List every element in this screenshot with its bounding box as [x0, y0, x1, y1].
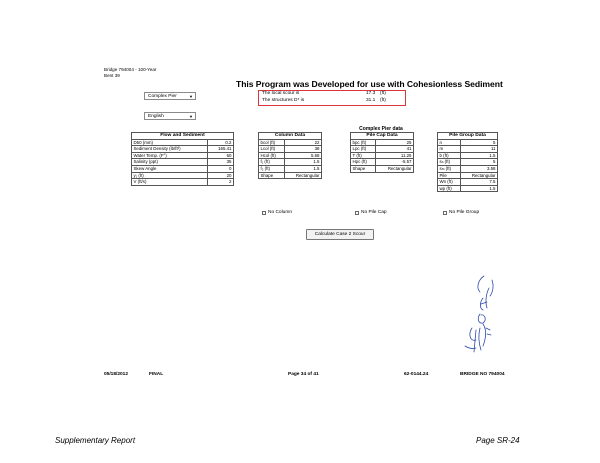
bent-line: Bent 39 [104, 73, 120, 78]
table-row [259, 159, 322, 166]
table-row [259, 146, 322, 153]
d-star-label: The structures D* is [262, 97, 305, 103]
f2-input[interactable]: 1.5 [284, 165, 321, 172]
table-row [438, 146, 498, 153]
cell-label: m [438, 146, 461, 153]
table-row [132, 146, 234, 153]
bcol-input[interactable]: 22 [284, 139, 321, 146]
m-input[interactable]: 11 [460, 146, 497, 153]
wp-input[interactable]: 1.5 [460, 185, 497, 192]
pier-type-value: Complex Pier [148, 94, 177, 99]
footer-status: FINAL [149, 372, 164, 377]
local-scour-value: 17.3 [366, 91, 376, 96]
table-row [438, 139, 498, 146]
cell-label: Hcol (ft) [259, 152, 285, 159]
y1-input[interactable]: 20 [208, 172, 234, 179]
units-value: English [148, 114, 164, 119]
table-row [132, 152, 234, 159]
cell-label: n [438, 139, 461, 146]
calculate-scour-button[interactable]: Calculate Case 2 Scour [306, 229, 374, 240]
cell-label: sₘ (ft) [438, 165, 461, 172]
no-pile-cap-label: No Pile Cap [361, 210, 387, 215]
pile-shape-select[interactable]: Rectangular [460, 172, 497, 179]
footer-page: Page 34 of 41 [288, 372, 319, 377]
b-input[interactable]: 1.5 [460, 152, 497, 159]
checkbox-box[interactable] [355, 211, 359, 215]
no-pile-cap-checkbox[interactable] [355, 210, 387, 215]
table-row [132, 159, 234, 166]
table-row [351, 165, 414, 172]
velocity-input[interactable]: 2 [208, 179, 234, 186]
table-row [438, 159, 498, 166]
no-column-label: No Column [268, 210, 292, 215]
water-temp-input[interactable]: 60 [208, 152, 234, 159]
no-pile-group-checkbox[interactable] [443, 210, 479, 215]
table-row [438, 179, 498, 186]
cell-label: Pile [438, 172, 461, 179]
checkbox-box[interactable] [443, 211, 447, 215]
n-input[interactable]: 5 [460, 139, 497, 146]
table-row [259, 139, 322, 146]
footer-bridge: BRIDGE NO 794004 [460, 372, 505, 377]
cell-label: b (ft) [438, 152, 461, 159]
table-row [259, 172, 322, 179]
d50-input[interactable]: 0.2 [208, 139, 234, 146]
bpc-input[interactable]: 25 [376, 139, 414, 146]
d-star-row [259, 98, 405, 105]
table-row [132, 172, 234, 179]
hcol-input[interactable]: 5.68 [284, 152, 321, 159]
no-pile-group-label: No Pile Group [449, 210, 480, 215]
cell-label: D50 (mm) [132, 139, 208, 146]
report-title: Supplementary Report [55, 436, 136, 445]
column-data-table [258, 132, 322, 179]
lcol-input[interactable]: 38 [284, 146, 321, 153]
table-row [351, 139, 414, 146]
d-star-unit: (ft) [380, 97, 386, 103]
column-shape-select[interactable]: Rectangular [284, 172, 321, 179]
cell-label: Shape [351, 165, 376, 172]
table-row [438, 165, 498, 172]
cell-label: Skew Angle [132, 165, 208, 172]
column-table-title: Column Data [259, 133, 322, 140]
table-row [259, 152, 322, 159]
scour-results-box [258, 90, 406, 106]
table-row [438, 185, 498, 192]
table-row [351, 152, 414, 159]
cell-label: Sediment Density (lb/ft³) [132, 146, 208, 153]
cell-label: y₁ (ft) [132, 172, 208, 179]
chevron-down-icon[interactable]: ▼ [189, 94, 193, 99]
complex-pier-caption: Complex Pier data [359, 126, 403, 132]
wn-input[interactable]: 7.5 [460, 179, 497, 186]
table-row [438, 152, 498, 159]
table-row [132, 165, 234, 172]
cell-label: T (ft) [351, 152, 376, 159]
pile-group-table [437, 132, 498, 192]
local-scour-unit: (ft) [380, 91, 386, 96]
sm-input[interactable]: 3.58 [460, 165, 497, 172]
skew-angle-input[interactable]: 0 [208, 165, 234, 172]
cell-label: sₙ (ft) [438, 159, 461, 166]
pile-cap-table [350, 132, 414, 173]
units-select[interactable] [144, 112, 196, 120]
pilecap-table-title: Pile Cap Data [351, 133, 414, 140]
chevron-down-icon[interactable]: ▼ [189, 114, 193, 119]
footer-number: 62-0144.24 [404, 372, 429, 377]
table-row [438, 172, 498, 179]
cell-label: f₁ (ft) [259, 159, 285, 166]
salinity-input[interactable]: 35 [208, 159, 234, 166]
cell-label: wp (ft) [438, 185, 461, 192]
pilegroup-table-title: Pile Group Data [438, 133, 498, 140]
cell-label: V (ft/s) [132, 179, 208, 186]
page-title: This Program was Developed for use with Cohesionless Sediment [236, 79, 503, 89]
cell-label: Hpc (ft) [351, 159, 376, 166]
cell-label: f₂ (ft) [259, 165, 285, 172]
cell-label: Salinity (ppt) [132, 159, 208, 166]
f1-input[interactable]: 1.5 [284, 159, 321, 166]
hpc-input[interactable]: -5.57 [376, 159, 414, 166]
cell-label: Wn (ft) [438, 179, 461, 186]
footer-date: 05/18/2012 [104, 372, 129, 377]
table-row [132, 139, 234, 146]
lpc-input[interactable]: 41 [376, 146, 414, 153]
sn-input[interactable]: 5 [460, 159, 497, 166]
local-scour-label: The local scour is [262, 91, 300, 96]
t-input[interactable]: 11.25 [376, 152, 414, 159]
table-row [351, 159, 414, 166]
handwritten-signature [450, 268, 512, 360]
pier-type-select[interactable] [144, 92, 196, 100]
cell-label: Water Temp. (F°) [132, 152, 208, 159]
checkbox-box[interactable] [262, 211, 266, 215]
bridge-line: Bridge 794004 - 100-Year [104, 67, 157, 72]
d-star-value: 31.1 [366, 97, 376, 103]
cell-label: Shape [259, 172, 285, 179]
cell-label: Lpc (ft) [351, 146, 376, 153]
no-column-checkbox[interactable] [262, 210, 292, 215]
table-row [351, 146, 414, 153]
table-row [132, 179, 234, 186]
report-page: Page SR-24 [476, 436, 520, 445]
pilecap-shape-select[interactable]: Rectangular [376, 165, 414, 172]
flow-sediment-table [131, 132, 234, 186]
cell-label: Lcol (ft) [259, 146, 285, 153]
table-row [259, 165, 322, 172]
flow-table-title: Flow and Sediment [132, 133, 234, 140]
cell-label: bpc (ft) [351, 139, 376, 146]
sediment-density-input[interactable]: 165.41 [208, 146, 234, 153]
cell-label: bcol (ft) [259, 139, 285, 146]
